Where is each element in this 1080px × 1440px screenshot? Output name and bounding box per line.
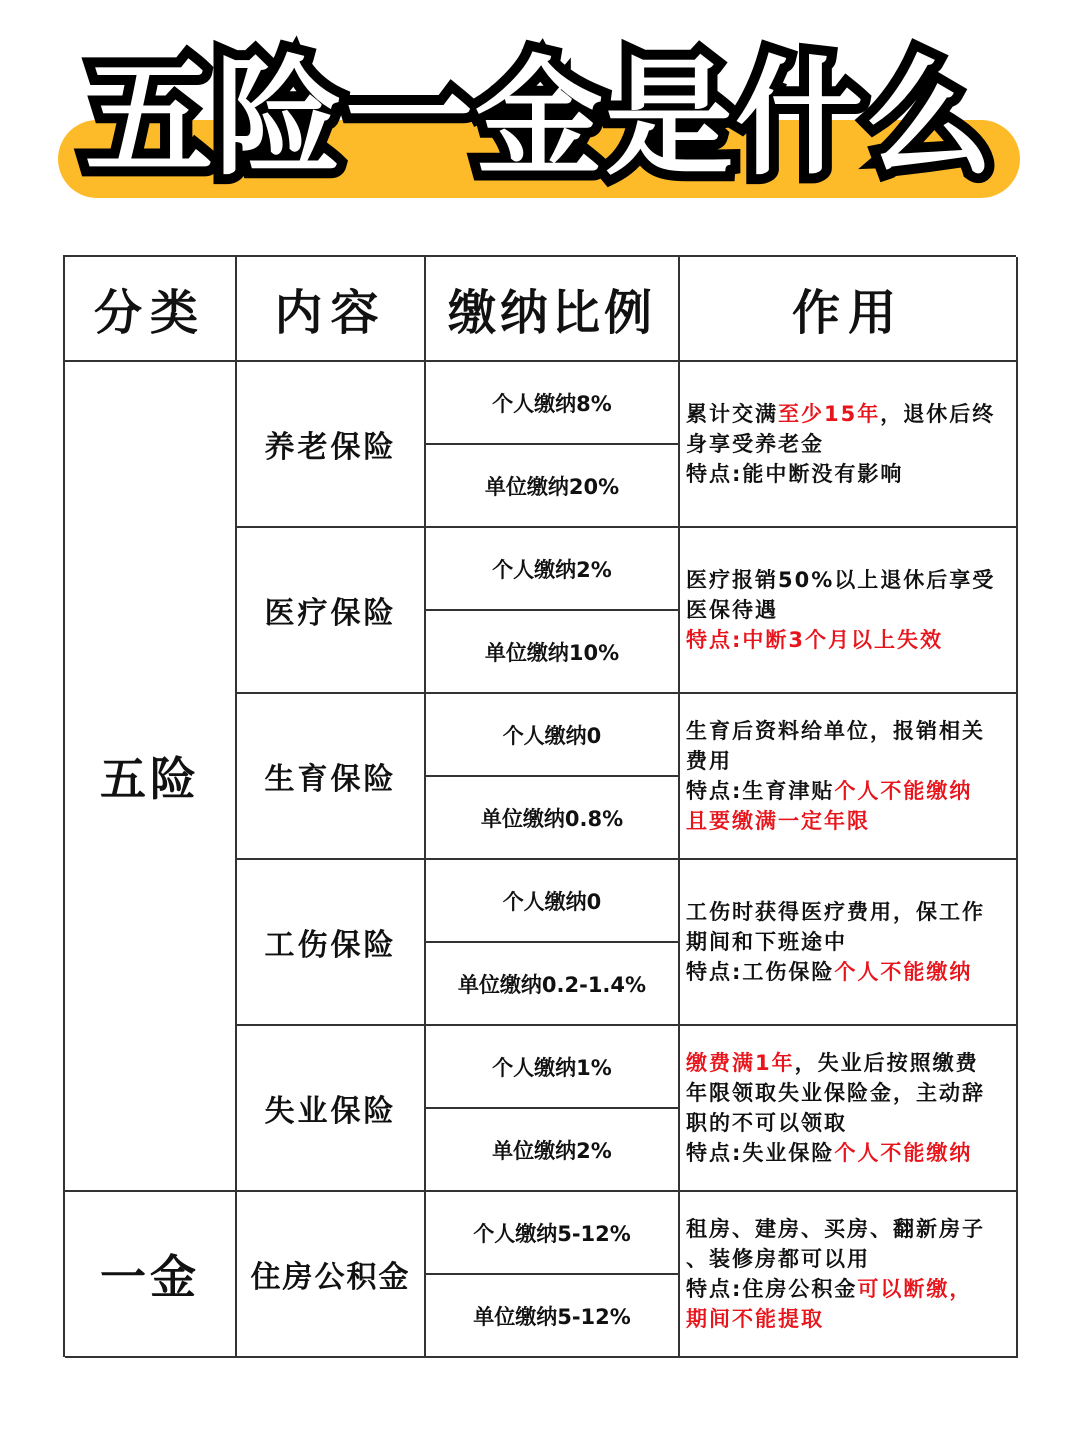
effect-text: 特点:生育津贴 [686,779,835,803]
effect-line: 医保待遇 [686,598,778,622]
effect-line: 特点:能中断没有影响 [686,462,904,486]
ratio-personal: 个人缴纳1% [426,1026,680,1109]
ratio-company: 单位缴纳2% [426,1109,680,1192]
header-ratio: 缴纳比例 [426,257,680,362]
header-effect: 作用 [680,257,1018,362]
effect-line: 工伤时获得医疗费用，保工作 [686,900,985,924]
effect-line: 生育后资料给单位，报销相关 [686,719,985,743]
ratio-company: 单位缴纳5-12% [426,1275,680,1358]
effect-line: 医疗报销50%以上退休后享受 [686,568,996,592]
effect-medical [680,528,1018,694]
effect-line [686,1274,1010,1304]
effect-line: 费用 [686,749,732,773]
title-banner [0,0,1080,230]
effect-unemployment [680,1026,1018,1192]
header-category: 分类 [65,257,237,362]
effect-text: ，失业后按照缴费 [794,1051,979,1075]
effect-line [686,957,1010,987]
effect-highlight: 个人不能缴纳 [834,779,973,803]
effect-text: 累计交满 [686,402,778,426]
effect-highlight: 可以断缴， [857,1277,973,1301]
ratio-company: 单位缴纳0.2-1.4% [426,943,680,1026]
effect-text: ，退休后终 [880,402,996,426]
effect-text: 特点:工伤保险 [686,960,835,984]
ratio-personal: 个人缴纳8% [426,362,680,445]
ratio-personal: 个人缴纳0 [426,860,680,943]
ratio-company: 单位缴纳0.8% [426,777,680,860]
content-housing-fund: 住房公积金 [237,1192,426,1358]
effect-maternity [680,694,1018,860]
effect-highlight: 至少15年 [778,402,881,426]
effect-line: 身享受养老金 [686,432,824,456]
effect-line: 、装修房都可以用 [686,1247,870,1271]
effect-highlight: 个人不能缴纳 [834,1141,973,1165]
insurance-table [63,255,1016,1357]
effect-line: 职的不可以领取 [686,1111,847,1135]
effect-line: 年限领取失业保险金，主动辞 [686,1081,985,1105]
content-medical: 医疗保险 [237,528,426,694]
ratio-personal: 个人缴纳5-12% [426,1192,680,1275]
effect-highlight: 个人不能缴纳 [834,960,973,984]
effect-line [686,399,1010,429]
ratio-company: 单位缴纳20% [426,445,680,528]
ratio-personal: 个人缴纳0 [426,694,680,777]
effect-highlight: 期间不能提取 [686,1307,824,1331]
ratio-company: 单位缴纳10% [426,611,680,694]
effect-line: 租房、建房、买房、翻新房子 [686,1217,985,1241]
effect-text: 特点:失业保险 [686,1141,835,1165]
content-work-injury: 工伤保险 [237,860,426,1026]
page-title: 五险一金是什么 [84,44,995,193]
header-content: 内容 [237,257,426,362]
effect-line [686,776,1010,806]
effect-line [686,1138,1010,1168]
category-housing-fund: 一金 [65,1192,237,1358]
effect-line: 期间和下班途中 [686,930,847,954]
effect-line [686,1048,1010,1078]
effect-highlight: 且要缴满一定年限 [686,809,870,833]
effect-highlight: 特点:中断3个月以上失效 [686,628,944,652]
content-pension: 养老保险 [237,362,426,528]
effect-housing-fund [680,1192,1018,1358]
effect-pension [680,362,1018,528]
content-maternity: 生育保险 [237,694,426,860]
category-five-insurances: 五险 [65,362,237,1192]
ratio-personal: 个人缴纳2% [426,528,680,611]
effect-work-injury [680,860,1018,1026]
effect-highlight: 缴费满1年 [686,1051,795,1075]
effect-text: 特点:住房公积金 [686,1277,858,1301]
content-unemployment: 失业保险 [237,1026,426,1192]
